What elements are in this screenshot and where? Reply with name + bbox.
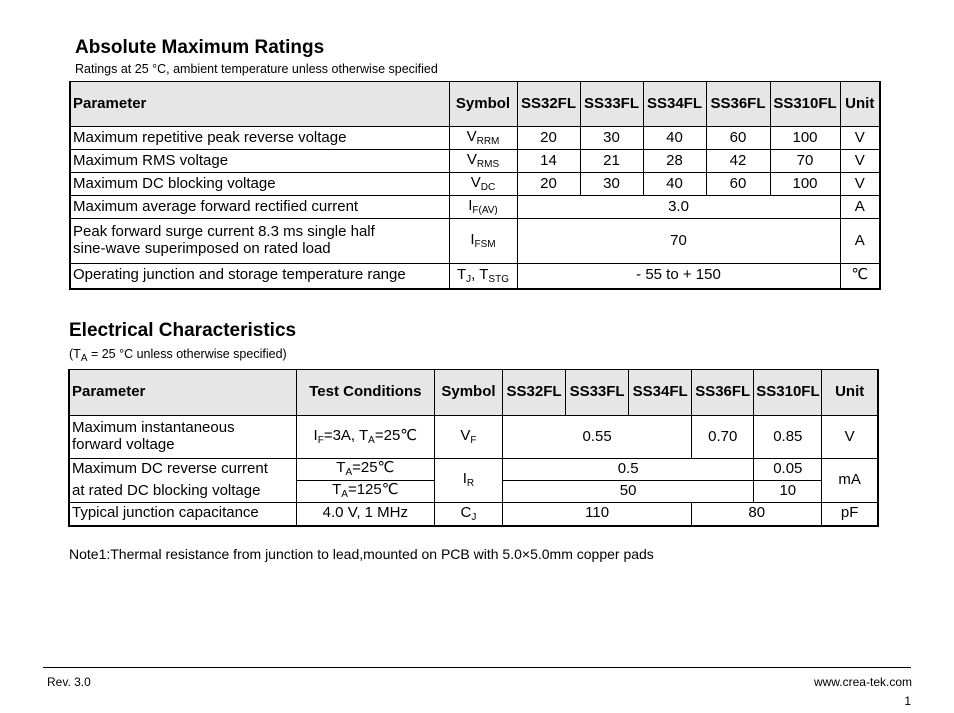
row-value-merged: 50 bbox=[503, 481, 754, 503]
row-value: 42 bbox=[706, 150, 770, 173]
row-unit: mA bbox=[822, 459, 878, 503]
electrical-table bbox=[68, 369, 879, 527]
row-value: 30 bbox=[580, 127, 643, 150]
row-symbol: $V_{RRM}$ bbox=[449, 127, 517, 150]
row-parameter: Maximum DC blocking voltage bbox=[70, 173, 449, 196]
row-unit: A bbox=[840, 219, 880, 264]
ratings-subtitle: Ratings at 25 °C, ambient temperature unless otherwise specified bbox=[75, 62, 438, 76]
row-test-condition: $T_A=125℃$ bbox=[296, 481, 434, 503]
row-unit: V bbox=[822, 416, 878, 459]
table-row bbox=[70, 150, 880, 173]
row-value-merged: 80 bbox=[692, 503, 822, 526]
row-value-merged: - 55 to + 150 bbox=[517, 264, 840, 289]
footer-page-number: 1 bbox=[904, 694, 911, 708]
row-value: 20 bbox=[517, 173, 580, 196]
row-symbol: $I_{FSM}$ bbox=[449, 219, 517, 264]
header-ss36fl: SS36FL bbox=[706, 82, 770, 127]
row-parameter: Maximum average forward rectified current bbox=[70, 196, 449, 219]
header-ss34fl: SS34FL bbox=[643, 82, 706, 127]
table-row bbox=[69, 459, 878, 481]
row-parameter: Maximum DC reverse current bbox=[69, 459, 296, 481]
header-test-conditions: Test Conditions bbox=[296, 370, 434, 416]
row-test-condition: 4.0 V, 1 MHz bbox=[296, 503, 434, 526]
table-row bbox=[70, 264, 880, 289]
row-value: 60 bbox=[706, 127, 770, 150]
note-text: Note1:Thermal resistance from junction to lead,mounted on PCB with 5.0×5.0mm copper pads bbox=[69, 546, 654, 562]
footer-website[interactable]: www.crea-tek.com bbox=[813, 675, 912, 689]
header-parameter: Parameter bbox=[69, 370, 296, 416]
row-parameter: Peak forward surge current 8.3 ms single half sine-wave superimposed on rated load bbox=[70, 219, 449, 264]
row-symbol: $V_{RMS}$ bbox=[449, 150, 517, 173]
row-value: 100 bbox=[770, 173, 840, 196]
row-value: 40 bbox=[643, 127, 706, 150]
header-ss33fl: SS33FL bbox=[566, 370, 629, 416]
row-value: 0.85 bbox=[754, 416, 822, 459]
header-symbol: Symbol bbox=[434, 370, 502, 416]
footer-divider bbox=[43, 667, 911, 668]
header-unit: Unit bbox=[822, 370, 878, 416]
table-row bbox=[70, 173, 880, 196]
header-ss36fl: SS36FL bbox=[692, 370, 754, 416]
row-value-merged: 0.5 bbox=[503, 459, 754, 481]
row-value-merged: 110 bbox=[503, 503, 692, 526]
electrical-title: Electrical Characteristics bbox=[69, 320, 297, 341]
row-value: 28 bbox=[643, 150, 706, 173]
ratings-title: Absolute Maximum Ratings bbox=[75, 37, 325, 58]
header-ss310fl: SS310FL bbox=[754, 370, 822, 416]
electrical-header-row bbox=[69, 370, 878, 416]
row-value-merged: 70 bbox=[517, 219, 840, 264]
row-value: 20 bbox=[517, 127, 580, 150]
row-value: 0.70 bbox=[692, 416, 754, 459]
row-parameter: Operating junction and storage temperature range bbox=[70, 264, 449, 289]
row-parameter: Maximum instantaneous forward voltage bbox=[69, 416, 296, 459]
row-symbol: $I_{F(AV)}$ bbox=[449, 196, 517, 219]
header-symbol: Symbol bbox=[449, 82, 517, 127]
ratings-header-row bbox=[70, 82, 880, 127]
row-symbol: $I_R$ bbox=[434, 459, 502, 503]
header-ss310fl: SS310FL bbox=[770, 82, 840, 127]
row-test-condition: $I_F=3A$, $T_A=25℃$ bbox=[296, 416, 434, 459]
header-ss32fl: SS32FL bbox=[503, 370, 566, 416]
row-unit: V bbox=[840, 173, 880, 196]
row-symbol: $T_J$, $T_{STG}$ bbox=[449, 264, 517, 289]
ratings-table bbox=[69, 81, 881, 290]
row-test-condition: $T_A=25℃$ bbox=[296, 459, 434, 481]
row-unit: V bbox=[840, 150, 880, 173]
header-ss32fl: SS32FL bbox=[517, 82, 580, 127]
row-parameter: Maximum repetitive peak reverse voltage bbox=[70, 127, 449, 150]
row-unit: ℃ bbox=[840, 264, 880, 289]
table-row bbox=[70, 219, 880, 264]
row-parameter: Maximum RMS voltage bbox=[70, 150, 449, 173]
row-symbol: $V_{DC}$ bbox=[449, 173, 517, 196]
header-ss33fl: SS33FL bbox=[580, 82, 643, 127]
row-value: 0.05 bbox=[754, 459, 822, 481]
row-value: 70 bbox=[770, 150, 840, 173]
row-value-merged: 0.55 bbox=[503, 416, 692, 459]
row-value: 14 bbox=[517, 150, 580, 173]
table-row bbox=[70, 196, 880, 219]
table-row bbox=[70, 127, 880, 150]
table-row bbox=[69, 416, 878, 459]
row-value: 30 bbox=[580, 173, 643, 196]
row-value: 21 bbox=[580, 150, 643, 173]
row-unit: pF bbox=[822, 503, 878, 526]
table-row bbox=[69, 503, 878, 526]
row-value: 60 bbox=[706, 173, 770, 196]
row-parameter: at rated DC blocking voltage bbox=[69, 481, 296, 503]
header-unit: Unit bbox=[840, 82, 880, 127]
row-unit: V bbox=[840, 127, 880, 150]
electrical-subtitle: ($T_A = 25$ °C unless otherwise specified) bbox=[69, 347, 287, 364]
row-value: 100 bbox=[770, 127, 840, 150]
row-value: 40 bbox=[643, 173, 706, 196]
row-unit: A bbox=[840, 196, 880, 219]
row-value: 10 bbox=[754, 481, 822, 503]
row-symbol: $V_F$ bbox=[434, 416, 502, 459]
row-symbol: $C_J$ bbox=[434, 503, 502, 526]
row-value-merged: 3.0 bbox=[517, 196, 840, 219]
footer-revision: Rev. 3.0 bbox=[47, 675, 91, 689]
header-parameter: Parameter bbox=[70, 82, 449, 127]
row-parameter: Typical junction capacitance bbox=[69, 503, 296, 526]
header-ss34fl: SS34FL bbox=[629, 370, 692, 416]
